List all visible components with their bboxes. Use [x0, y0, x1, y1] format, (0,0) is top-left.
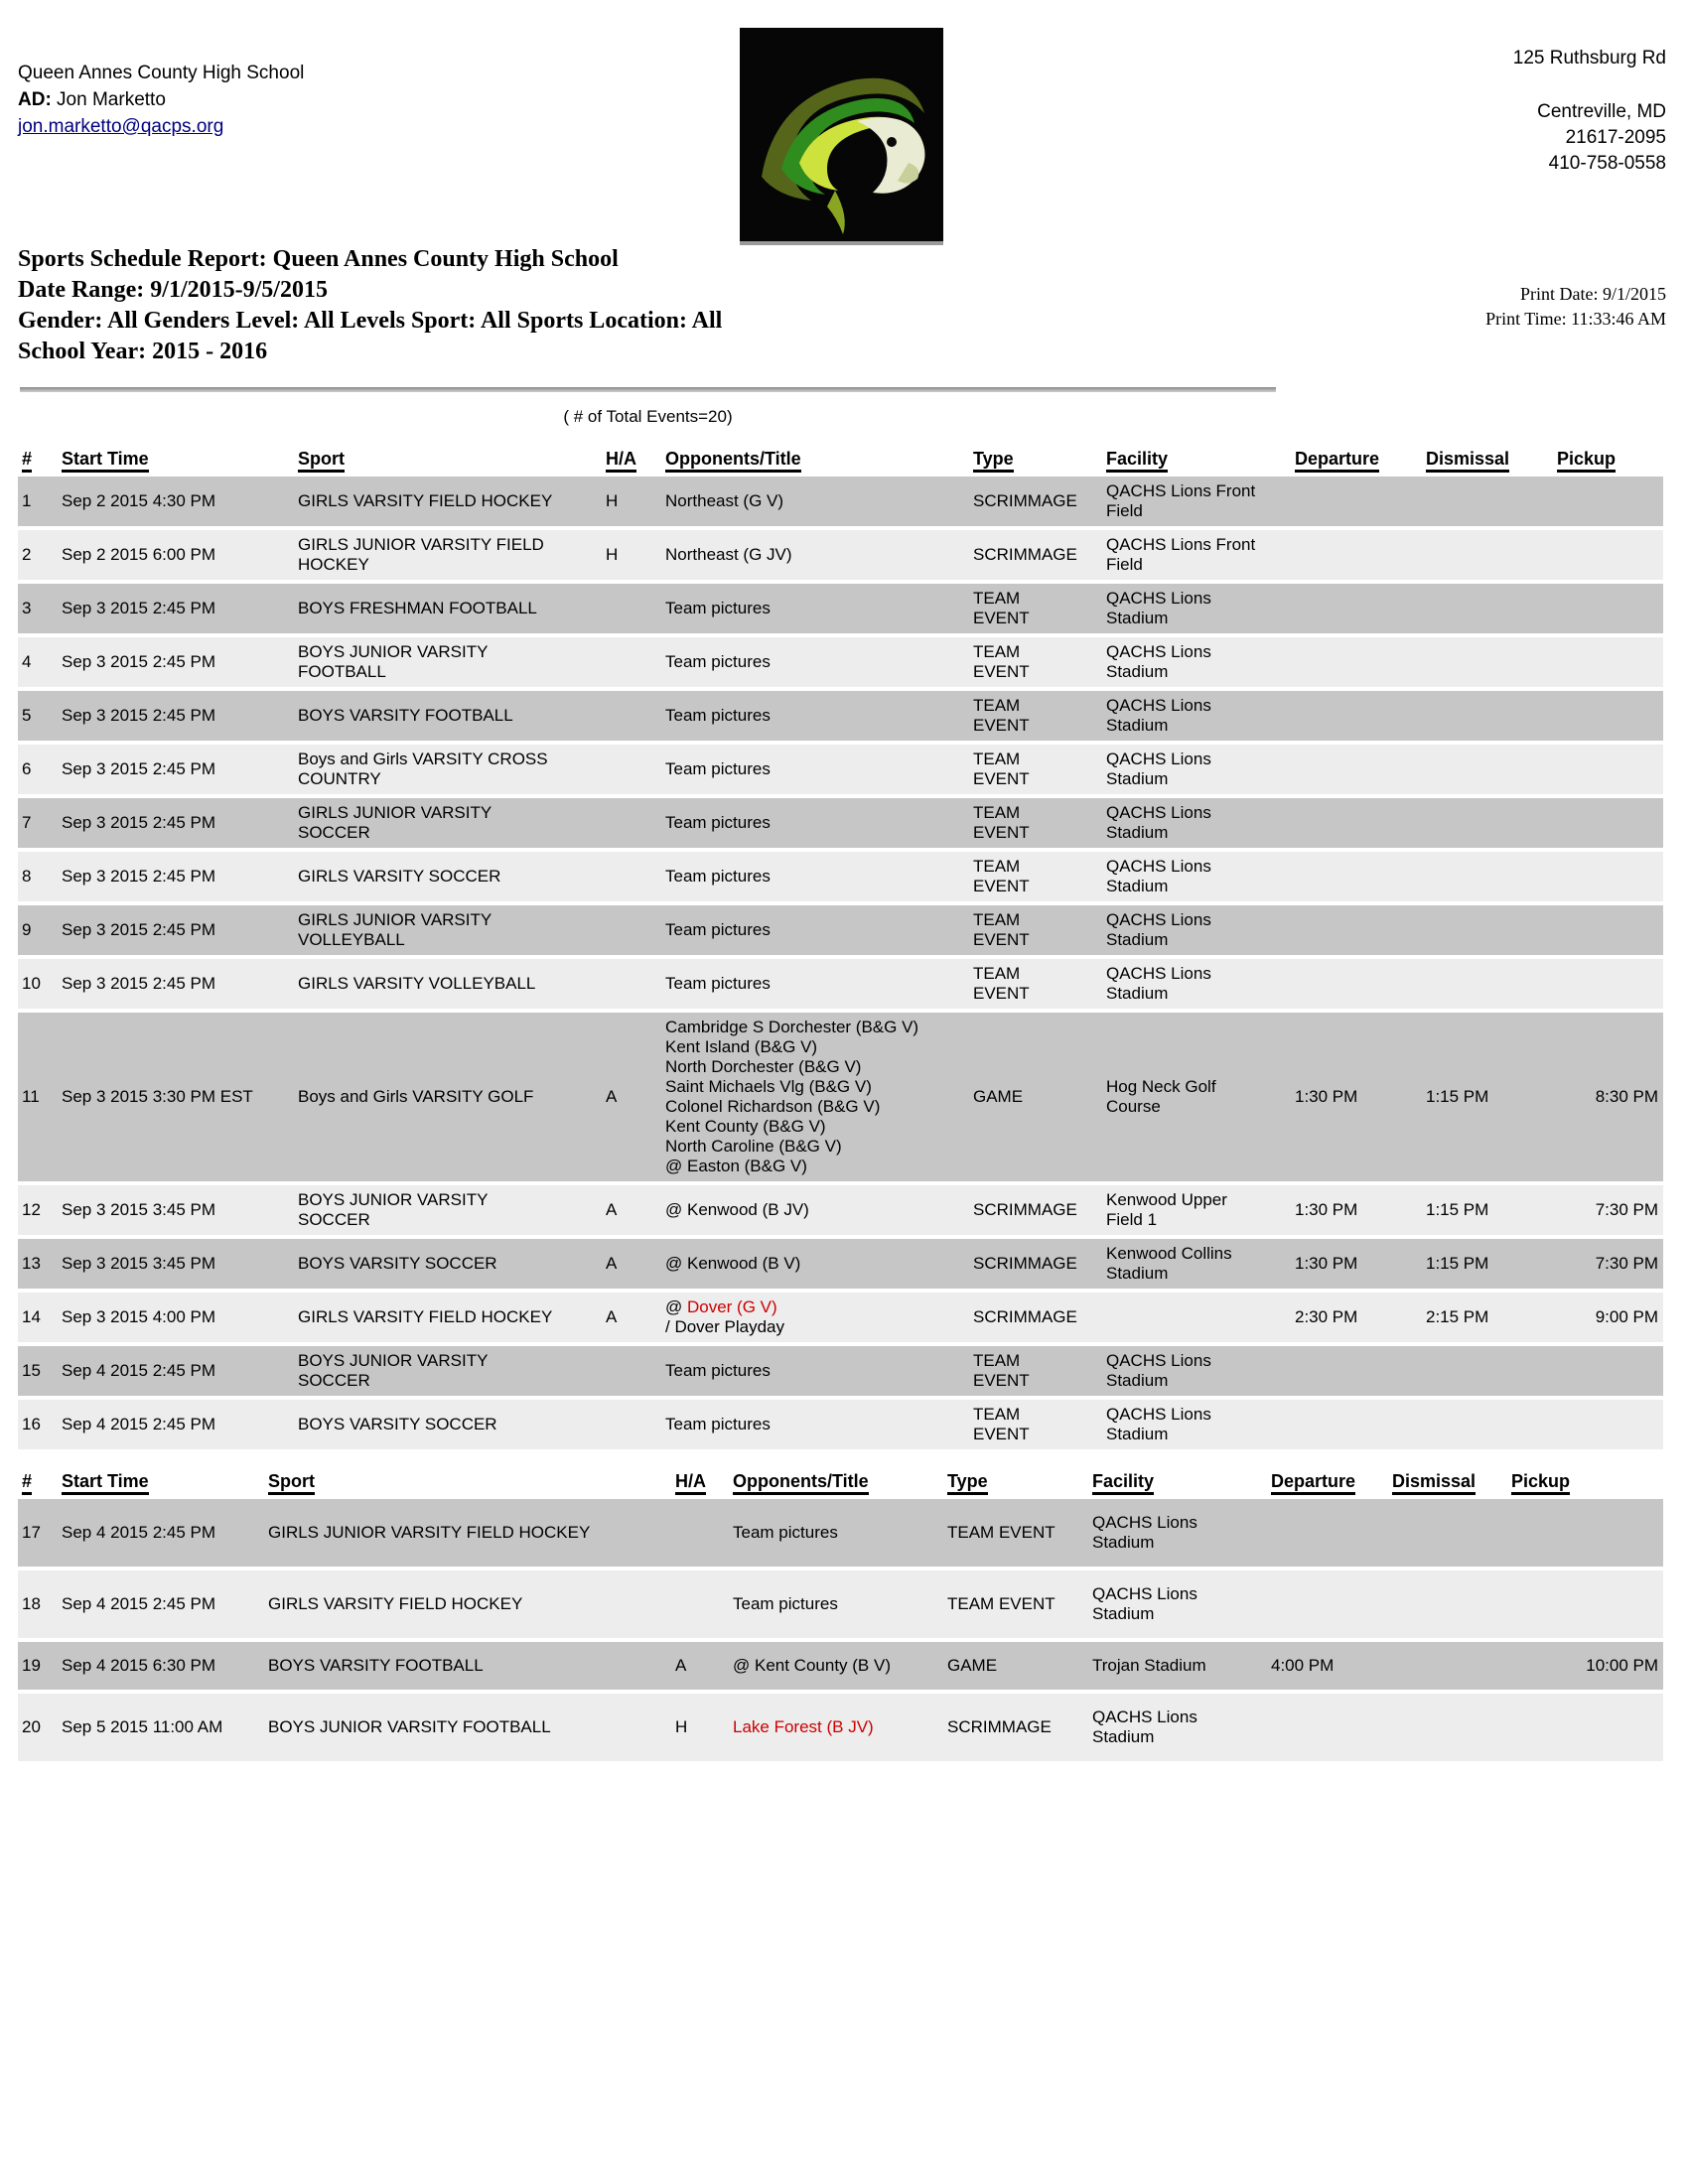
table-row-event-11: [18, 1013, 1663, 1181]
schedule-table-page1: [18, 443, 1663, 1453]
cell-type: TEAM EVENT: [969, 798, 1102, 848]
column-header-departure: Departure: [1267, 1469, 1388, 1495]
table-row-event-4: [18, 637, 1663, 687]
cell-sport: BOYS VARSITY SOCCER: [294, 1239, 602, 1289]
cell-dismissal: [1422, 959, 1553, 1009]
cell-dismissal: [1422, 691, 1553, 741]
cell-opponents-title: Team pictures: [729, 1570, 943, 1638]
table-header-row: [18, 1469, 1663, 1495]
cell-type: SCRIMMAGE: [969, 1239, 1102, 1289]
cell-start-time: Sep 4 2015 2:45 PM: [58, 1400, 294, 1449]
cell-type: TEAM EVENT: [969, 1400, 1102, 1449]
cell-start-time: Sep 3 2015 3:45 PM: [58, 1239, 294, 1289]
cell-dismissal: [1388, 1694, 1507, 1761]
cell-pickup: [1507, 1570, 1663, 1638]
cell-facility: QACHS Lions Stadium: [1102, 798, 1291, 848]
cell-num: 12: [18, 1185, 58, 1235]
cell-home-away: H: [671, 1694, 729, 1761]
cell-pickup: [1553, 1400, 1663, 1449]
address-phone: 410-758-0558: [1548, 153, 1666, 174]
cell-sport: BOYS JUNIOR VARSITY SOCCER: [294, 1185, 602, 1235]
header-divider: [20, 387, 1276, 392]
cell-facility: QACHS Lions Stadium: [1102, 745, 1291, 794]
cell-type: GAME: [969, 1013, 1102, 1181]
cell-pickup: 7:30 PM: [1553, 1239, 1663, 1289]
table-row-event-19: [18, 1642, 1663, 1690]
column-header-departure: Departure: [1291, 447, 1422, 473]
cell-home-away: H: [602, 477, 661, 526]
column-header-pickup: Pickup: [1507, 1469, 1663, 1495]
cell-num: 15: [18, 1346, 58, 1396]
cell-type: GAME: [943, 1642, 1088, 1690]
cell-departure: [1291, 852, 1422, 901]
cell-type: SCRIMMAGE: [969, 477, 1102, 526]
cell-type: TEAM EVENT: [969, 691, 1102, 741]
column-header-pickup: Pickup: [1553, 447, 1663, 473]
school-contact-block: [18, 60, 304, 140]
address-street: 125 Ruthsburg Rd: [1512, 48, 1666, 68]
cell-home-away: [602, 852, 661, 901]
column-header-sport: Sport: [264, 1469, 671, 1495]
report-date-range: Date Range: 9/1/2015-9/5/2015: [18, 277, 328, 303]
cell-sport: BOYS VARSITY FOOTBALL: [264, 1642, 671, 1690]
table-header-row: [18, 447, 1663, 473]
cell-departure: [1267, 1694, 1388, 1761]
cell-facility: Trojan Stadium: [1088, 1642, 1267, 1690]
cell-facility: QACHS Lions Front Field: [1102, 530, 1291, 580]
cell-dismissal: [1388, 1570, 1507, 1638]
cell-sport: GIRLS JUNIOR VARSITY FIELD HOCKEY: [264, 1499, 671, 1567]
cell-start-time: Sep 3 2015 2:45 PM: [58, 905, 294, 955]
cell-num: 11: [18, 1013, 58, 1181]
cell-pickup: [1507, 1499, 1663, 1567]
cell-departure: 1:30 PM: [1291, 1185, 1422, 1235]
cell-num: 5: [18, 691, 58, 741]
column-header-start-time: Start Time: [58, 1469, 264, 1495]
total-events-count: ( # of Total Events=20): [563, 407, 733, 426]
cell-pickup: [1507, 1694, 1663, 1761]
cell-num: 20: [18, 1694, 58, 1761]
cell-type: TEAM EVENT: [969, 959, 1102, 1009]
cell-num: 13: [18, 1239, 58, 1289]
table-row-event-2: [18, 530, 1663, 580]
print-date: Print Date: 9/1/2015: [1520, 284, 1666, 304]
column-header-facility: Facility: [1088, 1469, 1267, 1495]
cell-type: TEAM EVENT: [969, 584, 1102, 633]
column-header-dismissal: Dismissal: [1388, 1469, 1507, 1495]
cell-departure: [1291, 1346, 1422, 1396]
cell-dismissal: [1388, 1642, 1507, 1690]
cell-start-time: Sep 2 2015 6:00 PM: [58, 530, 294, 580]
cell-sport: GIRLS VARSITY VOLLEYBALL: [294, 959, 602, 1009]
address-city: Centreville, MD: [1537, 101, 1666, 122]
cell-facility: QACHS Lions Stadium: [1102, 691, 1291, 741]
cell-facility: QACHS Lions Stadium: [1088, 1570, 1267, 1638]
cell-start-time: Sep 3 2015 2:45 PM: [58, 691, 294, 741]
cell-pickup: [1553, 959, 1663, 1009]
table-row-event-9: [18, 905, 1663, 955]
school-logo: [740, 28, 943, 245]
cell-type: TEAM EVENT: [969, 852, 1102, 901]
cell-type: TEAM EVENT: [969, 905, 1102, 955]
cell-opponents-title: Team pictures: [661, 1346, 969, 1396]
cell-facility: QACHS Lions Stadium: [1088, 1694, 1267, 1761]
cell-dismissal: [1422, 477, 1553, 526]
cell-facility: QACHS Lions Front Field: [1102, 477, 1291, 526]
column-header-num: #: [18, 1469, 58, 1495]
cell-facility: Kenwood Collins Stadium: [1102, 1239, 1291, 1289]
cell-departure: [1291, 905, 1422, 955]
report-title: Sports Schedule Report: Queen Annes County High School: [18, 246, 619, 272]
ad-name: Jon Marketto: [51, 89, 166, 110]
cell-home-away: A: [602, 1013, 661, 1181]
cell-pickup: 7:30 PM: [1553, 1185, 1663, 1235]
cell-type: SCRIMMAGE: [969, 530, 1102, 580]
table-row-event-17: [18, 1499, 1663, 1567]
cell-num: 18: [18, 1570, 58, 1638]
cell-num: 19: [18, 1642, 58, 1690]
cell-opponents-title: @ Kenwood (B JV): [661, 1185, 969, 1235]
cell-opponents-title: Team pictures: [661, 691, 969, 741]
athletic-director-line: [18, 86, 304, 113]
cell-num: 6: [18, 745, 58, 794]
cell-dismissal: [1422, 1400, 1553, 1449]
cell-num: 14: [18, 1293, 58, 1342]
address-zip: 21617-2095: [1565, 127, 1666, 148]
cell-sport: GIRLS VARSITY FIELD HOCKEY: [294, 477, 602, 526]
cell-home-away: [602, 1400, 661, 1449]
ad-email-link[interactable]: jon.marketto@qacps.org: [18, 116, 224, 137]
cell-opponents-title: Northeast (G V): [661, 477, 969, 526]
cell-home-away: A: [602, 1239, 661, 1289]
report-title-block: [18, 244, 722, 367]
cell-departure: [1291, 584, 1422, 633]
cell-departure: [1267, 1499, 1388, 1567]
cell-home-away: H: [602, 530, 661, 580]
cell-opponents-title: Team pictures: [661, 584, 969, 633]
cell-facility: QACHS Lions Stadium: [1088, 1499, 1267, 1567]
cell-dismissal: [1422, 584, 1553, 633]
cell-departure: [1291, 477, 1422, 526]
cell-facility: QACHS Lions Stadium: [1102, 905, 1291, 955]
cell-opponents-title: Team pictures: [661, 1400, 969, 1449]
cell-sport: GIRLS JUNIOR VARSITY FIELD HOCKEY: [294, 530, 602, 580]
cell-home-away: [602, 905, 661, 955]
cell-start-time: Sep 4 2015 2:45 PM: [58, 1570, 264, 1638]
cell-pickup: [1553, 477, 1663, 526]
cell-dismissal: [1388, 1499, 1507, 1567]
table-row-event-6: [18, 745, 1663, 794]
cell-pickup: [1553, 691, 1663, 741]
cell-num: 17: [18, 1499, 58, 1567]
cell-type: TEAM EVENT: [969, 637, 1102, 687]
print-info-block: [1485, 282, 1666, 332]
school-address-block: [1513, 46, 1666, 177]
cell-facility: QACHS Lions Stadium: [1102, 852, 1291, 901]
cell-pickup: [1553, 584, 1663, 633]
cell-start-time: Sep 3 2015 4:00 PM: [58, 1293, 294, 1342]
cell-num: 8: [18, 852, 58, 901]
cell-home-away: [671, 1499, 729, 1567]
cell-opponents-title: [729, 1694, 943, 1761]
cell-facility: QACHS Lions Stadium: [1102, 959, 1291, 1009]
cell-home-away: A: [602, 1293, 661, 1342]
cell-num: 16: [18, 1400, 58, 1449]
highlighted-opponent: Dover (G V): [686, 1297, 777, 1316]
cell-start-time: Sep 5 2015 11:00 AM: [58, 1694, 264, 1761]
cell-dismissal: 2:15 PM: [1422, 1293, 1553, 1342]
cell-start-time: Sep 3 2015 2:45 PM: [58, 798, 294, 848]
cell-pickup: [1553, 852, 1663, 901]
cell-home-away: [602, 1346, 661, 1396]
table-row-event-10: [18, 959, 1663, 1009]
cell-departure: [1291, 745, 1422, 794]
cell-pickup: 9:00 PM: [1553, 1293, 1663, 1342]
cell-opponents-title: Team pictures: [661, 852, 969, 901]
cell-home-away: [602, 959, 661, 1009]
cell-dismissal: 1:15 PM: [1422, 1239, 1553, 1289]
cell-facility: [1102, 1293, 1291, 1342]
table-row-event-14: [18, 1293, 1663, 1342]
column-header-start-time: Start Time: [58, 447, 294, 473]
column-header-facility: Facility: [1102, 447, 1291, 473]
table-row-event-5: [18, 691, 1663, 741]
cell-sport: GIRLS JUNIOR VARSITY SOCCER: [294, 798, 602, 848]
cell-opponents-title: Team pictures: [661, 745, 969, 794]
cell-departure: [1291, 637, 1422, 687]
school-name: Queen Annes County High School: [18, 63, 305, 83]
cell-sport: GIRLS VARSITY FIELD HOCKEY: [294, 1293, 602, 1342]
cell-departure: [1291, 798, 1422, 848]
report-filters: Gender: All Genders Level: All Levels Sport: All Sports Location: All: [18, 308, 723, 334]
cell-home-away: [602, 745, 661, 794]
cell-departure: 1:30 PM: [1291, 1239, 1422, 1289]
cell-pickup: [1553, 1346, 1663, 1396]
cell-dismissal: [1422, 637, 1553, 687]
cell-start-time: Sep 3 2015 2:45 PM: [58, 637, 294, 687]
cell-dismissal: [1422, 1346, 1553, 1396]
cell-type: SCRIMMAGE: [969, 1185, 1102, 1235]
cell-num: 4: [18, 637, 58, 687]
cell-type: SCRIMMAGE: [943, 1694, 1088, 1761]
cell-facility: QACHS Lions Stadium: [1102, 1400, 1291, 1449]
cell-start-time: Sep 4 2015 2:45 PM: [58, 1346, 294, 1396]
cell-sport: BOYS JUNIOR VARSITY SOCCER: [294, 1346, 602, 1396]
cell-sport: BOYS JUNIOR VARSITY FOOTBALL: [294, 637, 602, 687]
cell-opponents-title: Team pictures: [661, 798, 969, 848]
cell-start-time: Sep 3 2015 3:45 PM: [58, 1185, 294, 1235]
column-header-home-away: H/A: [602, 447, 661, 473]
cell-facility: QACHS Lions Stadium: [1102, 1346, 1291, 1396]
cell-departure: [1291, 691, 1422, 741]
cell-opponents-title: Team pictures: [661, 905, 969, 955]
cell-pickup: [1553, 637, 1663, 687]
cell-home-away: [602, 798, 661, 848]
cell-num: 10: [18, 959, 58, 1009]
cell-dismissal: [1422, 745, 1553, 794]
cell-departure: [1291, 530, 1422, 580]
table-row-event-18: [18, 1570, 1663, 1638]
cell-facility: Kenwood Upper Field 1: [1102, 1185, 1291, 1235]
column-header-sport: Sport: [294, 447, 602, 473]
report-school-year: School Year: 2015 - 2016: [18, 339, 268, 364]
cell-sport: BOYS FRESHMAN FOOTBALL: [294, 584, 602, 633]
cell-home-away: [602, 584, 661, 633]
cell-facility: QACHS Lions Stadium: [1102, 637, 1291, 687]
table-row-event-1: [18, 477, 1663, 526]
cell-opponents-title: @ Dover (G V) / Dover Playday: [661, 1293, 969, 1342]
cell-pickup: 8:30 PM: [1553, 1013, 1663, 1181]
cell-start-time: Sep 4 2015 6:30 PM: [58, 1642, 264, 1690]
cell-dismissal: 1:15 PM: [1422, 1185, 1553, 1235]
column-header-opponents-title: Opponents/Title: [661, 447, 969, 473]
cell-start-time: Sep 3 2015 2:45 PM: [58, 959, 294, 1009]
cell-start-time: Sep 3 2015 2:45 PM: [58, 852, 294, 901]
table-row-event-16: [18, 1400, 1663, 1449]
schedule-tables: [18, 443, 1663, 1765]
cell-sport: GIRLS VARSITY SOCCER: [294, 852, 602, 901]
table-row-event-20: [18, 1694, 1663, 1761]
column-header-type: Type: [969, 447, 1102, 473]
cell-pickup: [1553, 905, 1663, 955]
cell-facility: QACHS Lions Stadium: [1102, 584, 1291, 633]
cell-home-away: A: [602, 1185, 661, 1235]
column-header-home-away: H/A: [671, 1469, 729, 1495]
cell-opponents-title: Northeast (G JV): [661, 530, 969, 580]
cell-dismissal: [1422, 798, 1553, 848]
cell-departure: 1:30 PM: [1291, 1013, 1422, 1181]
cell-departure: 2:30 PM: [1291, 1293, 1422, 1342]
cell-opponents-title: Team pictures: [661, 959, 969, 1009]
cell-num: 9: [18, 905, 58, 955]
cell-num: 7: [18, 798, 58, 848]
cell-dismissal: 1:15 PM: [1422, 1013, 1553, 1181]
cell-pickup: [1553, 530, 1663, 580]
cell-type: TEAM EVENT: [969, 745, 1102, 794]
cell-sport: BOYS VARSITY SOCCER: [294, 1400, 602, 1449]
table-row-event-3: [18, 584, 1663, 633]
cell-start-time: Sep 4 2015 2:45 PM: [58, 1499, 264, 1567]
cell-opponents-title: Team pictures: [729, 1499, 943, 1567]
cell-home-away: A: [671, 1642, 729, 1690]
ad-label: AD:: [18, 89, 52, 110]
column-header-type: Type: [943, 1469, 1088, 1495]
cell-home-away: [602, 637, 661, 687]
cell-pickup: [1553, 798, 1663, 848]
cell-num: 1: [18, 477, 58, 526]
cell-num: 3: [18, 584, 58, 633]
cell-start-time: Sep 3 2015 2:45 PM: [58, 745, 294, 794]
cell-opponents-title: Cambridge S Dorchester (B&G V) Kent Island (B&G V) North Dorchester (B&G V) Saint Michaels Vlg (B&G V) Colonel Richardson (B&G V) Kent County (B&G V) North Caroline (B&G V) @ Easton (B&G V): [661, 1013, 969, 1181]
column-header-dismissal: Dismissal: [1422, 447, 1553, 473]
lion-head-logo-icon: [740, 28, 943, 241]
cell-opponents-title: @ Kenwood (B V): [661, 1239, 969, 1289]
column-header-opponents-title: Opponents/Title: [729, 1469, 943, 1495]
cell-sport: GIRLS VARSITY FIELD HOCKEY: [264, 1570, 671, 1638]
cell-sport: Boys and Girls VARSITY CROSS COUNTRY: [294, 745, 602, 794]
cell-pickup: 10:00 PM: [1507, 1642, 1663, 1690]
print-time: Print Time: 11:33:46 AM: [1485, 309, 1666, 329]
cell-start-time: Sep 2 2015 4:30 PM: [58, 477, 294, 526]
cell-start-time: Sep 3 2015 2:45 PM: [58, 584, 294, 633]
cell-departure: [1291, 1400, 1422, 1449]
cell-pickup: [1553, 745, 1663, 794]
cell-departure: 4:00 PM: [1267, 1642, 1388, 1690]
column-header-num: #: [18, 447, 58, 473]
highlighted-opponent: Lake Forest (B JV): [733, 1717, 874, 1736]
cell-dismissal: [1422, 530, 1553, 580]
cell-departure: [1267, 1570, 1388, 1638]
cell-dismissal: [1422, 852, 1553, 901]
cell-type: TEAM EVENT: [943, 1499, 1088, 1567]
cell-sport: BOYS VARSITY FOOTBALL: [294, 691, 602, 741]
table-row-event-13: [18, 1239, 1663, 1289]
cell-home-away: [602, 691, 661, 741]
table-row-event-12: [18, 1185, 1663, 1235]
cell-num: 2: [18, 530, 58, 580]
cell-sport: BOYS JUNIOR VARSITY FOOTBALL: [264, 1694, 671, 1761]
cell-start-time: Sep 3 2015 3:30 PM EST: [58, 1013, 294, 1181]
cell-facility: Hog Neck Golf Course: [1102, 1013, 1291, 1181]
table-row-event-15: [18, 1346, 1663, 1396]
cell-departure: [1291, 959, 1422, 1009]
table-row-event-8: [18, 852, 1663, 901]
cell-home-away: [671, 1570, 729, 1638]
table-row-event-7: [18, 798, 1663, 848]
cell-sport: Boys and Girls VARSITY GOLF: [294, 1013, 602, 1181]
cell-type: TEAM EVENT: [943, 1570, 1088, 1638]
cell-opponents-title: Team pictures: [661, 637, 969, 687]
cell-type: TEAM EVENT: [969, 1346, 1102, 1396]
cell-type: SCRIMMAGE: [969, 1293, 1102, 1342]
cell-dismissal: [1422, 905, 1553, 955]
cell-opponents-title: @ Kent County (B V): [729, 1642, 943, 1690]
cell-sport: GIRLS JUNIOR VARSITY VOLLEYBALL: [294, 905, 602, 955]
schedule-table-page2: [18, 1465, 1663, 1765]
